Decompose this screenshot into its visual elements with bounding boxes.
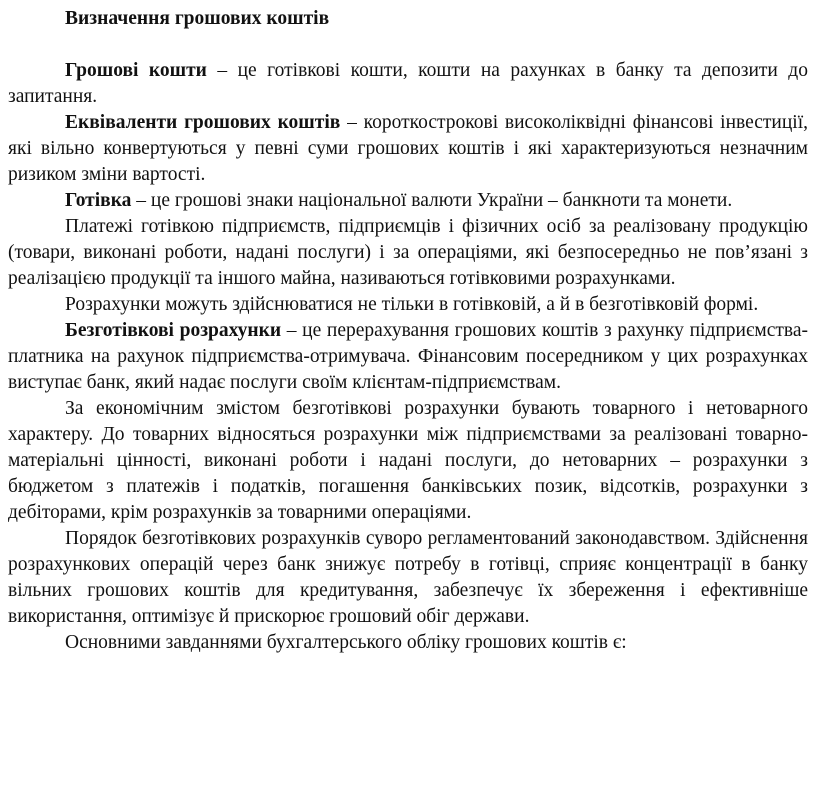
paragraph-regulation: Порядок безготівкових розрахунків суворо регламентований законодавством. Здійснення розрахункових операцій через банк знижує потребу в готівці, сприяє концентрації в банку вільних грошових коштів для кредитування, забезпечує їх збереження і ефективніше використання, оптимізує й прискорює грошовий обіг держави. bbox=[8, 528, 808, 627]
document-heading: Визначення грошових коштів bbox=[65, 8, 330, 29]
paragraph-cash-settlements: Платежі готівкою підприємств, підприємців і фізичних осіб за реалізовану продукцію (товари, виконані роботи, надані послуги) і за операціями, які безпосередньо не пов’язані з реалізацією продукції та іншого майна, називаються готівковими розрахунками. bbox=[8, 216, 808, 289]
paragraph-text: – короткострокові високоліквідні фінансові інвестиції, які вільно конвертуються у певні суми грошових коштів і які характеризуються незначним ризиком зміни вартості. bbox=[8, 112, 809, 185]
paragraph-economic-content: За економічним змістом безготівкові розрахунки бувають товарного і нетоварного характеру. До товарних відносяться розрахунки між підприємствами за реалізовані товарно-матеріальні цінності, виконані роботи і надані послуги, до нетоварних – розрахунки з бюджетом з платежів і податків, погашення банківських позик, відсотків, розрахунки з дебіторами, крім розрахунків за товарними операціями. bbox=[8, 398, 808, 523]
paragraph-accounting-tasks: Основними завданнями бухгалтерського обліку грошових коштів є: bbox=[65, 632, 627, 653]
paragraph-cash-definition bbox=[8, 58, 808, 110]
paragraph-cash-equivalents bbox=[8, 110, 808, 188]
term-cash-equivalents: Еквіваленти грошових коштів bbox=[65, 112, 341, 133]
paragraph-settlement-forms: Розрахунки можуть здійснюватися не тільки в готівковій, а й в безготівковій формі. bbox=[65, 294, 759, 315]
paragraph-text: – це готівкові кошти, кошти на рахунках в банку та депозити до запитання. bbox=[8, 60, 808, 107]
term-banknotes: Готівка bbox=[65, 190, 132, 211]
paragraph-text: – це перерахування грошових коштів з рахунку підприємства-платника на рахунок підприємства-отримувача. Фінансовим посередником у цих розрахунках виступає банк, який надає послуги своїм клієнтам-підприємствам. bbox=[8, 320, 808, 393]
term-non-cash-settlements: Безготівкові розрахунки bbox=[65, 320, 282, 341]
term-cash: Грошові кошти bbox=[65, 60, 207, 81]
paragraph-text: – це грошові знаки національної валюти України – банкноти та монети. bbox=[131, 190, 733, 211]
paragraph-non-cash-settlements bbox=[8, 318, 808, 396]
paragraph-banknotes bbox=[8, 188, 808, 214]
